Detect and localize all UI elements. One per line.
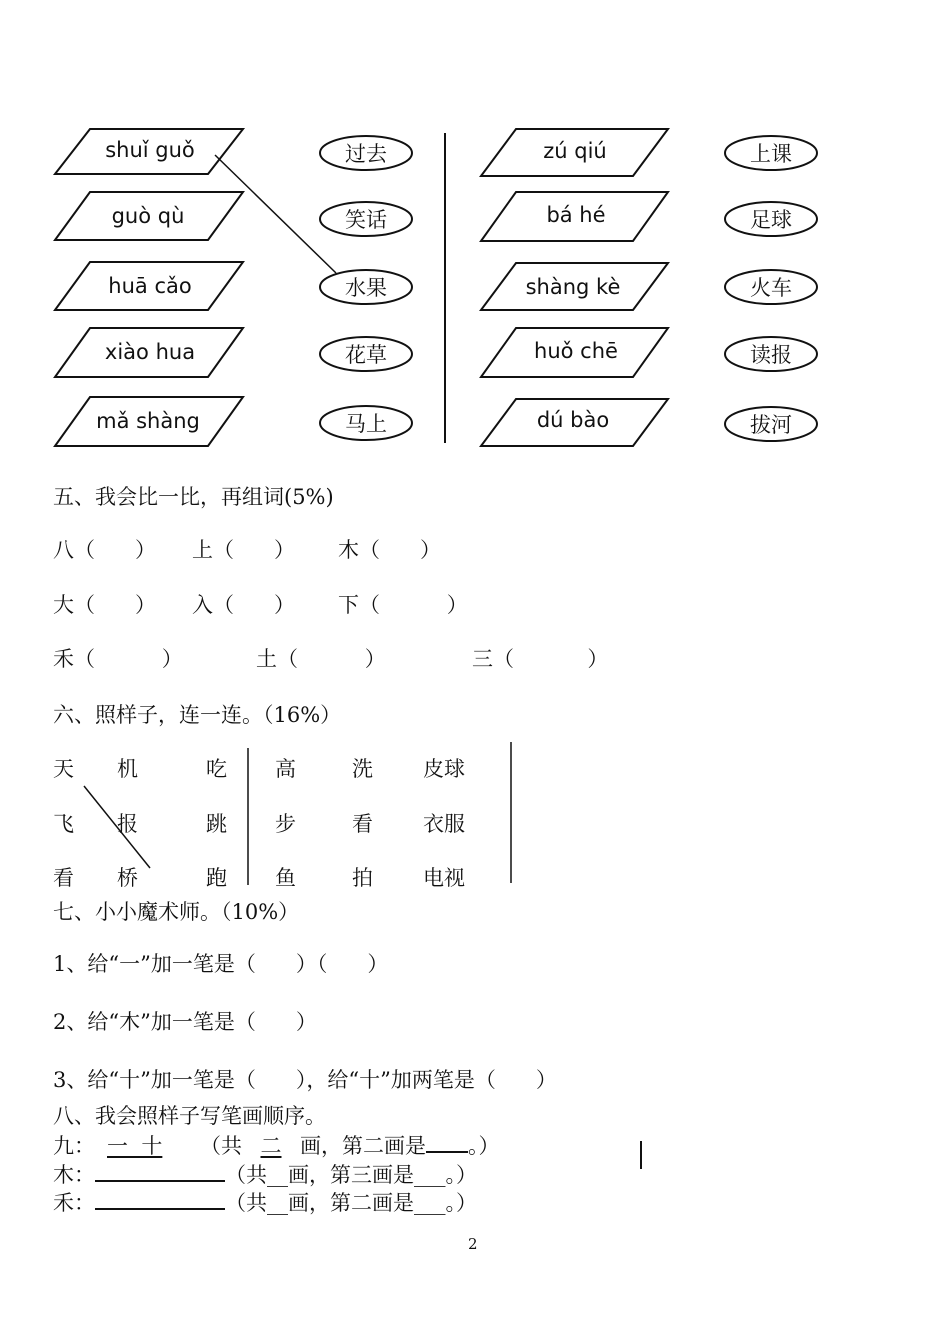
compare-item: 土（ ） bbox=[256, 647, 386, 671]
right-word-labels bbox=[750, 142, 792, 437]
magic-item: 3、给“十”加一笔是（ ），给“十”加两笔是（ ） bbox=[53, 1068, 557, 1092]
link-char: 机 bbox=[117, 757, 138, 781]
link-word: 电视 bbox=[423, 866, 465, 890]
compare-item: 八（ ） bbox=[53, 538, 157, 562]
word-label: 足球 bbox=[750, 208, 792, 232]
example-total: 二 bbox=[260, 1134, 282, 1158]
magic-item: 1、给“一”加一笔是（ ）（ ） bbox=[53, 952, 389, 976]
pinyin-label: xiào hua bbox=[104, 340, 196, 364]
row-char: 木： bbox=[53, 1163, 95, 1187]
example-total-prefix: （共 bbox=[200, 1134, 242, 1158]
row-instructions: （共__画，第二画是___。） bbox=[225, 1191, 477, 1215]
text-cursor-mark bbox=[640, 1141, 642, 1169]
word-label: 马上 bbox=[345, 412, 387, 436]
row-char: 禾： bbox=[53, 1191, 95, 1215]
pinyin-label: mǎ shàng bbox=[96, 409, 200, 433]
example-strokes: 一 十 bbox=[107, 1134, 163, 1158]
compare-item: 入（ ） bbox=[192, 593, 296, 617]
link-char: 拍 bbox=[352, 866, 373, 890]
link-char: 高 bbox=[275, 757, 296, 781]
stroke-order-example bbox=[53, 1131, 500, 1159]
right-pinyin-labels bbox=[526, 139, 621, 432]
section8-title: 八、我会照样子写笔画顺序。 bbox=[53, 1104, 326, 1128]
left-pinyin-labels bbox=[96, 138, 200, 433]
pinyin-label: shàng kè bbox=[525, 275, 621, 299]
example-end: 。） bbox=[468, 1134, 500, 1158]
word-label: 笑话 bbox=[345, 208, 387, 232]
stroke-answer-blank bbox=[95, 1160, 225, 1182]
pinyin-label: guò qù bbox=[111, 204, 185, 228]
link-char: 跳 bbox=[206, 812, 227, 836]
compare-item: 下（ ） bbox=[338, 593, 468, 617]
link-char: 鱼 bbox=[275, 866, 296, 890]
section6-title: 六、照样子，连一连。（16%） bbox=[53, 703, 342, 727]
pinyin-matching-figure bbox=[0, 110, 950, 455]
word-label: 过去 bbox=[345, 142, 387, 166]
link-char: 飞 bbox=[53, 812, 74, 836]
compare-item: 三（ ） bbox=[472, 647, 609, 671]
compare-item: 上（ ） bbox=[192, 538, 296, 562]
link-char: 天 bbox=[53, 757, 74, 781]
word-label: 火车 bbox=[750, 276, 792, 300]
link-char: 步 bbox=[275, 812, 296, 836]
stroke-answer-blank bbox=[95, 1188, 225, 1210]
compare-item: 木（ ） bbox=[338, 538, 442, 562]
word-label: 花草 bbox=[345, 343, 387, 367]
pinyin-label: huǒ chē bbox=[534, 339, 618, 363]
link-char: 报 bbox=[117, 812, 138, 836]
stroke-order-row-he bbox=[53, 1188, 477, 1216]
link-char: 看 bbox=[53, 866, 74, 890]
word-label: 上课 bbox=[750, 142, 792, 166]
word-label: 读报 bbox=[750, 343, 792, 367]
link-char: 跑 bbox=[206, 866, 227, 890]
word-label: 水果 bbox=[345, 276, 387, 300]
link-word: 皮球 bbox=[423, 757, 465, 781]
example-char: 九： bbox=[53, 1134, 95, 1158]
link-char: 洗 bbox=[352, 757, 373, 781]
link-word: 衣服 bbox=[423, 812, 465, 836]
link-char: 吃 bbox=[206, 757, 227, 781]
link-char: 看 bbox=[352, 812, 373, 836]
left-word-labels bbox=[345, 142, 387, 436]
magic-item: 2、给“木”加一笔是（ ） bbox=[53, 1010, 317, 1034]
pinyin-label: bá hé bbox=[546, 203, 606, 227]
pinyin-label: dú bào bbox=[536, 408, 610, 432]
section5-title: 五、我会比一比，再组词(5%) bbox=[53, 485, 334, 509]
compare-item: 大（ ） bbox=[53, 593, 157, 617]
pinyin-label: zú qiú bbox=[543, 139, 607, 163]
pinyin-label: huā cǎo bbox=[108, 274, 192, 298]
example-link-line bbox=[84, 786, 150, 868]
row-instructions: （共__画，第三画是___。） bbox=[225, 1163, 477, 1187]
example-connector-line bbox=[215, 155, 336, 273]
example-answer-blank bbox=[426, 1131, 468, 1153]
word-label: 拔河 bbox=[750, 413, 792, 437]
link-char: 桥 bbox=[117, 866, 138, 890]
page-number: 2 bbox=[468, 1235, 478, 1253]
section7-title: 七、小小魔术师。（10%） bbox=[53, 900, 300, 924]
example-mid: 画，第二画是 bbox=[300, 1134, 426, 1158]
section6-lines bbox=[0, 740, 600, 890]
pinyin-label: shuǐ guǒ bbox=[105, 138, 195, 162]
compare-item: 禾（ ） bbox=[53, 647, 183, 671]
stroke-order-row-mu bbox=[53, 1160, 477, 1188]
